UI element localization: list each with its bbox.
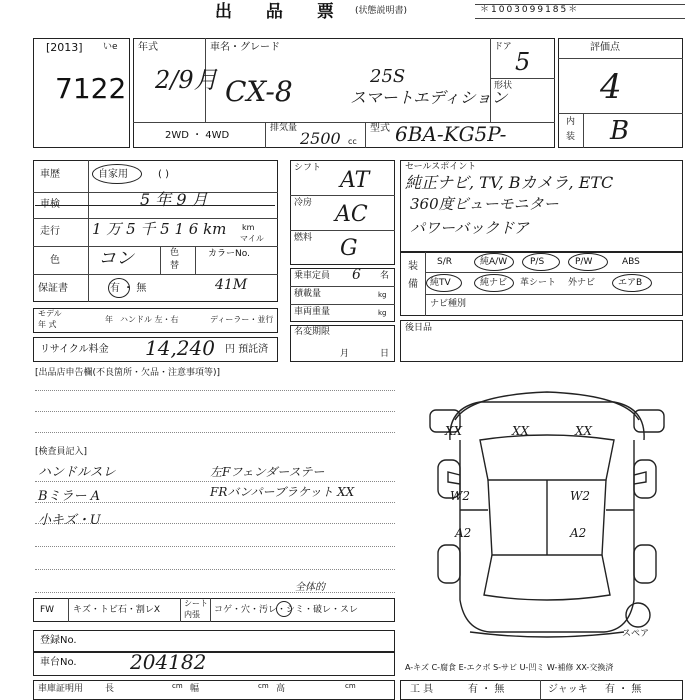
equip-ext-navi: 外ナビ — [568, 278, 596, 288]
mileage-value: 1 万 5 千 5 1 6 km — [92, 220, 227, 238]
type-label: 型式 — [370, 123, 390, 134]
cert-height-label: 高 — [276, 684, 286, 694]
fuel-value: G — [340, 236, 358, 261]
document-title: 出 品 票 — [215, 2, 348, 22]
warranty-value: 有 ・ 無 — [110, 283, 147, 294]
equip-tv: 純TV — [430, 278, 451, 288]
seller-notes-label: [出品店申告欄(不良箇所・欠品・注意事項等)] — [35, 368, 221, 378]
navi-type-label: ナビ種別 — [430, 299, 467, 309]
recycle-value: 14,240 — [145, 336, 215, 360]
name-label: 車名・グレード — [210, 42, 280, 53]
cert-length-label: 長 — [105, 684, 115, 694]
model-label-1: モデル — [38, 309, 62, 318]
shift-value: AT — [340, 168, 370, 193]
damage-mark-front-center: XX — [512, 424, 530, 438]
shaken-label: 車検 — [40, 199, 60, 210]
color-change-2: 替 — [170, 261, 180, 271]
displacement-value: 2500 — [300, 129, 341, 148]
mileage-unit-mile: マイル — [240, 234, 264, 243]
year-value: 2/9月 — [155, 66, 218, 94]
garage-cert-label: 車庫証明用 — [38, 684, 84, 694]
postfit-box — [400, 320, 683, 362]
year-label: 年式 — [138, 42, 158, 53]
recycle-label: リサイクル料金 — [40, 344, 109, 355]
damage-legend: A-キズ C-腐食 E-エクボ S-サビ U-凹ミ W-補修 XX-交換済 — [405, 663, 614, 672]
model-label-2: 年 式 — [38, 320, 57, 329]
equip-ps-circle — [522, 253, 560, 271]
score-label: 評価点 — [590, 42, 620, 53]
equip-airbag-circle — [612, 274, 652, 292]
equipment-label-1: 装 — [408, 261, 418, 272]
cert-width-unit: cm — [258, 682, 269, 690]
spare-label: スペア — [622, 629, 650, 639]
equip-sr: S/R — [437, 257, 452, 267]
registration-change-day: 日 — [380, 349, 390, 359]
postfit-label: 後日品 — [405, 323, 433, 333]
seat-damage: コゲ・穴・汚レ・シミ・破レ・スレ — [214, 605, 359, 615]
dealer-option: ディーラー・並行 — [210, 315, 274, 324]
interior-value: B — [610, 116, 630, 146]
drive-label: 2WD ・ 4WD — [165, 130, 230, 141]
equip-navi: 純ナビ — [480, 278, 508, 288]
load-label: 積載量 — [294, 289, 322, 299]
garage-cert-row — [33, 680, 395, 700]
registration-row — [33, 630, 395, 652]
fw-damage: キズ・トビ石・割レX — [73, 605, 160, 615]
jack-value: 有 ・ 無 — [605, 684, 642, 695]
displacement-unit: cc — [348, 137, 357, 146]
private-use-circle — [92, 164, 142, 184]
interior-label-1: 内 — [566, 117, 576, 127]
inspector-label: [検査員記入] — [35, 447, 88, 457]
inspector-note-5: FRバンパーブラケット XX — [210, 485, 355, 499]
jack-label: ジャッキ — [548, 684, 588, 695]
tools-label: 工 具 — [410, 684, 434, 695]
cert-height-unit: cm — [345, 682, 356, 690]
handle-option: ハンドル 左・右 — [120, 315, 179, 324]
fw-label: FW — [40, 605, 55, 615]
registration-no-label: 登録No. — [40, 635, 77, 646]
equip-abs: ABS — [622, 257, 640, 267]
weight-unit: kg — [378, 309, 387, 317]
lot-year-box: [2013] — [46, 41, 83, 54]
displacement-label: 排気量 — [270, 123, 298, 133]
warranty-label: 保証書 — [38, 283, 68, 294]
color-change-1: 色 — [170, 248, 180, 258]
ac-value: AC — [335, 202, 368, 227]
mileage-unit-km: km — [242, 223, 255, 232]
dirt-circle — [276, 601, 292, 617]
inspector-note-1: ハンドルスレ — [38, 465, 116, 480]
equip-airbag: エアB — [618, 278, 643, 288]
color-value: コン — [98, 248, 134, 269]
serial-number: ＊1003099185＊ — [480, 5, 580, 15]
car-name-value: CX-8 — [225, 75, 293, 108]
damage-mark-front-right: XX — [575, 424, 593, 438]
history-label: 車歴 — [40, 169, 60, 180]
door-value: 5 — [515, 48, 531, 76]
damage-mark-front-left: XX — [445, 424, 463, 438]
shape-label: 形状 — [494, 81, 513, 91]
model-year-unit: 年 — [105, 315, 113, 324]
damage-mark-left-rear: A2 — [455, 526, 472, 540]
registration-change-month: 月 — [340, 349, 350, 359]
lot-number: 7122 — [55, 72, 127, 105]
equip-alloy-wheel: 純A/W — [480, 257, 508, 267]
seat-annotation: 全体的 — [295, 582, 325, 593]
sales-point-line-1: 純正ナビ, TV, Bカメラ, ETC — [405, 173, 614, 192]
type-value: 6BA-KG5P- — [395, 122, 507, 146]
seats-unit: 名 — [380, 271, 390, 281]
registration-change-label: 名変期限 — [294, 327, 331, 337]
tools-value: 有 ・ 無 — [468, 684, 505, 695]
shaken-value: 5 年 9 月 — [140, 190, 208, 209]
sales-point-label: セールスポイント — [405, 162, 477, 172]
warranty-yes-circle — [108, 278, 130, 298]
chassis-row — [33, 652, 395, 676]
seat-label-2: 内張 — [184, 610, 200, 619]
grade-line-2: スマートエディション — [350, 88, 508, 107]
load-unit: kg — [378, 291, 387, 299]
grade-line-1: 25S — [370, 66, 406, 87]
seats-label: 乗車定員 — [294, 271, 331, 281]
document-subtitle: (状態説明書) — [355, 6, 408, 16]
equip-pw-circle — [568, 253, 608, 271]
shift-label: シフト — [294, 163, 322, 173]
cert-length-unit: cm — [172, 682, 183, 690]
ac-label: 冷房 — [294, 198, 313, 208]
car-damage-diagram — [410, 380, 685, 645]
damage-mark-left-door: W2 — [450, 489, 470, 503]
equip-leather: 革シート — [520, 278, 557, 288]
sales-point-line-2: 360度ビューモニター — [410, 195, 559, 213]
equip-pw: P/W — [575, 257, 593, 267]
cert-width-label: 幅 — [190, 684, 200, 694]
history-paren: ( ) — [158, 169, 169, 180]
color-no-value: 41M — [215, 277, 248, 293]
recycle-unit: 円 預託済 — [225, 344, 269, 355]
lot-unit: いe — [103, 42, 118, 52]
equip-alloy-wheel-circle — [474, 253, 514, 271]
chassis-label: 車台No. — [40, 657, 77, 668]
color-label: 色 — [50, 255, 60, 266]
equip-navi-circle — [474, 274, 514, 292]
seat-label-1: シート — [184, 599, 208, 608]
equip-ps: P/S — [530, 257, 545, 267]
damage-mark-right-door: W2 — [570, 489, 590, 503]
fuel-label: 燃料 — [294, 233, 313, 243]
interior-label-2: 装 — [566, 132, 576, 142]
mileage-label: 走行 — [40, 226, 60, 237]
score-value: 4 — [600, 67, 622, 107]
equipment-label-2: 備 — [408, 279, 418, 290]
history-options: 自家用 — [98, 169, 128, 180]
weight-label: 車両重量 — [294, 307, 331, 317]
sales-point-line-3: パワーバックドア — [410, 219, 529, 237]
door-label: ドア — [494, 42, 512, 52]
inspector-note-2: Bミラー A — [38, 489, 101, 504]
equip-tv-circle — [426, 274, 462, 292]
damage-mark-right-rear: A2 — [570, 526, 587, 540]
inspector-note-4: 左Fフェンダーステー — [210, 465, 325, 479]
seats-value: 6 — [352, 267, 361, 283]
inspector-note-3: 小キズ・U — [38, 513, 101, 528]
chassis-value: 204182 — [130, 650, 207, 674]
color-no-label: カラーNo. — [208, 249, 250, 259]
